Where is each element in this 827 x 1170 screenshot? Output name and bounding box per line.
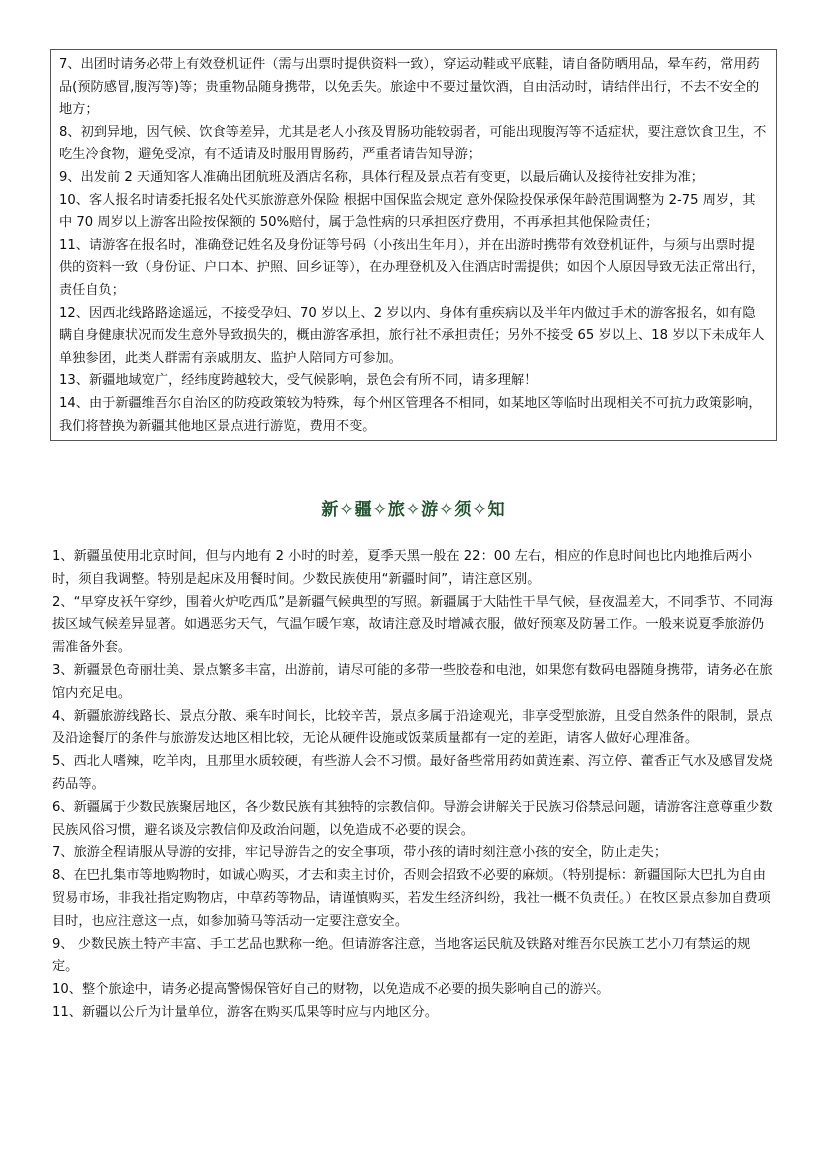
box-item-8: 8、初到异地，因气候、饮食等差异，尤其是老人小孩及胃肠功能较弱者，可能出现腹泻等不适症状，要注意饮食卫生，不吃生冷食物，避免受凉，有不适请及时服用胃肠药，严重者请告知导游； [59, 124, 767, 163]
box-item-9: 9、出发前 2 天通知客人准确出团航班及酒店名称，具体行程及景点若有变更，以最后确认及接待社安排为准； [59, 169, 704, 185]
section-title: 新✧疆✧旅✧游✧须✧知 [321, 500, 506, 520]
note-item-7: 7、旅游全程请服从导游的安排，牢记导游告之的安全事项，带小孩的请时刻注意小孩的安全，防止走失； [52, 845, 668, 861]
box-item-7: 7、出团时请务必带上有效登机证件（需与出票时提供资料一致），穿运动鞋或平底鞋，请自备防晒用品，晕车药，常用药品(预防感冒,腹泻等)等；贵重物品随身携带，以免丢失。旅途中不要过量饮酒，自由活动时，请结伴出行，不去不安全的地方； [59, 57, 760, 118]
note-item-9: 9、 少数民族土特产丰富、手工艺品也默称一绝。但请游客注意，当地客运民航及铁路对维吾尔民族工艺小刀有禁运的规定。 [52, 936, 751, 975]
note-item-10: 10、整个旅途中，请务必提高警惕保管好自己的财物，以免造成不必要的损失影响自己的游兴。 [52, 982, 610, 998]
box-item-11: 11、请游客在报名时，准确登记姓名及身份证等号码（小孩出生年月），并在出游时携带有效登机证件，与须与出票时提供的资料一致（身份证、户口本、护照、回乡证等），在办理登机及入住酒店时需提供；如因个人原因导致无法正常出行，责任自负； [59, 237, 765, 298]
itinerary-notes-box [50, 49, 777, 441]
note-item-5: 5、西北人嗜辣，吃羊肉，且那里水质较硬，有些游人会不习惯。最好备些常用药如黄连素、泻立停、藿香正气水及感冒发烧药品等。 [52, 754, 773, 792]
note-item-4: 4、新疆旅游线路长、景点分散、乘车时间长，比较辛苦，景点多属于沿途观光，非享受型旅游，且受自然条件的限制，景点及沿途餐厅的条件与旅游发达地区相比较，无论从硬件设施或饭菜质量都有一定的差距，请客人做好心理准备。 [52, 708, 773, 747]
box-item-13: 13、新疆地域宽广，经纬度跨越较大，受气候影响，景色会有所不同，请多理解！ [59, 373, 538, 389]
box-item-10: 10、客人报名时请委托报名处代买旅游意外保险 根据中国保监会规定 意外保险投保承保年龄范围调整为 2-75 周岁，其中 70 周岁以上游客出险按保额的 50%赔付，属于急性病的只承担医疗费用，不再承担其他保险责任； [59, 192, 756, 231]
note-item-8: 8、在巴扎集市等地购物时，如诚心购买，才去和卖主讨价，否则会招致不必要的麻烦。（特别提标：新疆国际大巴扎为自由贸易市场，非我社指定购物店，中草药等物品，请谨慎购买，若发生经济纠纷，我社一概不负责任。）在牧区景点参加自费项目时，也应注意这一点，如参加骑马等活动一定要注意安全。 [52, 868, 771, 929]
box-item-12: 12、因西北线路路途遥远，不接受孕妇、70 岁以上、2 岁以内、身体有重疾病以及半年内做过手术的游客报名，如有隐瞒自身健康状况而发生意外导致损失的，概由游客承担，旅行社不承担责任；另外不接受 65 岁以上、18 岁以下未成年人单独参团，此类人群需有亲戚朋友、监护人陪同方可参加。 [59, 305, 765, 366]
note-item-6: 6、新疆属于少数民族聚居地区，各少数民族有其独特的宗教信仰。导游会讲解关于民族习俗禁忌问题，请游客注意尊重少数民族风俗习惯，避名谈及宗教信仰及政治问题，以免造成不必要的误会。 [52, 799, 773, 838]
note-item-1: 1、新疆虽使用北京时间，但与内地有 2 小时的时差，夏季天黑一般在 22：00 左右，相应的作息时间也比内地推后两小时，须自我调整。特别是起床及用餐时间。少数民族使用“新疆时间”，请注意区别。 [52, 549, 753, 587]
travel-notes-list [52, 546, 776, 1025]
note-item-2: 2、“早穿皮袄午穿纱，围着火炉吃西瓜”是新疆气候典型的写照。新疆属于大陆性干旱气候，昼夜温差大，不同季节、不同海拔区域气候差异显著。如遇恶劣天气，气温乍暖乍寒，故请注意及时增减衣服，做好预寒及防暑工作。一般来说夏季旅游仍需准备外套。 [52, 594, 773, 656]
note-item-11: 11、新疆以公斤为计量单位，游客在购买瓜果等时应与内地区分。 [52, 1004, 439, 1020]
note-item-3: 3、新疆景色奇丽壮美、景点繁多丰富，出游前，请尽可能的多带一些胶卷和电池，如果您有数码电器随身携带，请务必在旅馆内充足电。 [52, 662, 773, 701]
box-item-14: 14、由于新疆维吾尔自治区的防疫政策较为特殊，每个州区管理各不相同，如某地区等临时出现相关不可抗力政策影响，我们将替换为新疆其他地区景点进行游览，费用不变。 [59, 395, 762, 434]
